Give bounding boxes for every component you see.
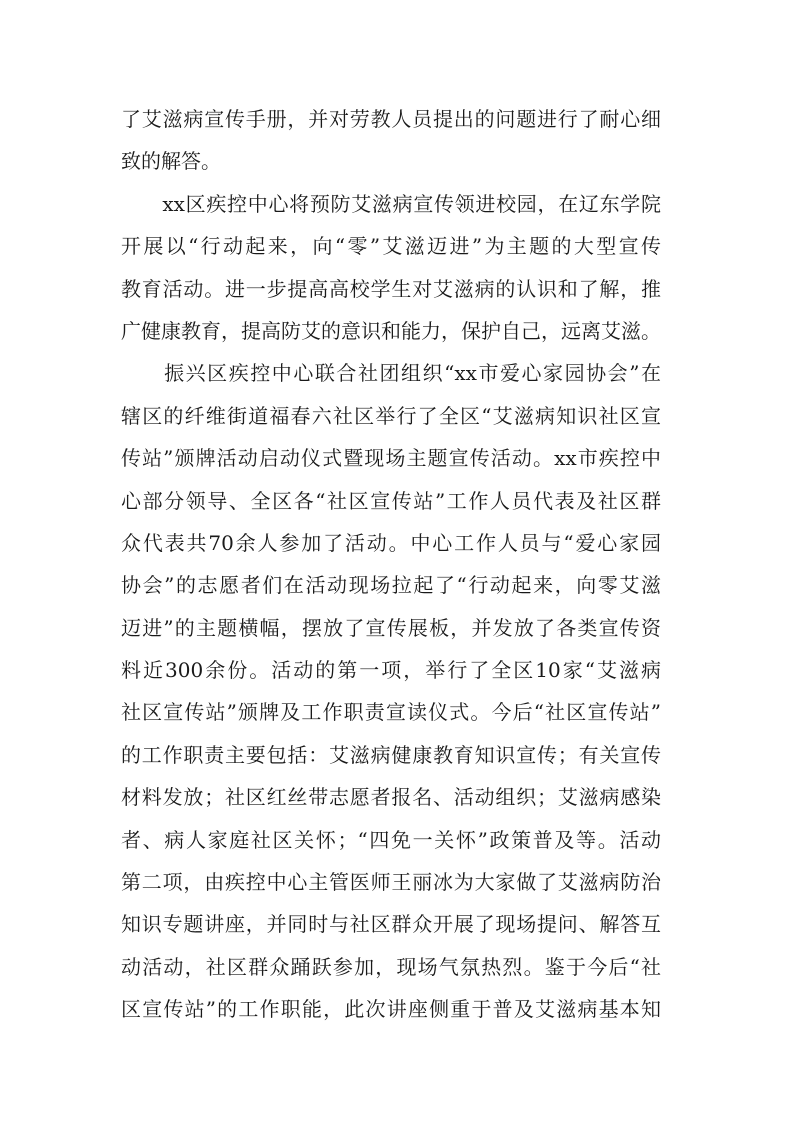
text-line: 材料发放；社区红丝带志愿者报名、活动组织；艾滋病感染 [121, 785, 661, 810]
text-line: xx区疾控中心将预防艾滋病宣传领进校园，在辽东学院 [121, 191, 661, 216]
text-line: 心部分领导、全区各“社区宣传站”工作人员代表及社区群 [121, 488, 661, 513]
text-line: 教育活动。进一步提高高校学生对艾滋病的认识和了解，推 [121, 276, 661, 301]
text-line: 迈进”的主题横幅，摆放了宣传展板，并发放了各类宣传资 [121, 615, 661, 640]
text-line: 开展以“行动起来，向“零”艾滋迈进”为主题的大型宣传 [121, 234, 661, 259]
text-line: 众代表共70余人参加了活动。中心工作人员与“爱心家园 [121, 530, 661, 555]
text-line: 区宣传站”的工作职能，此次讲座侧重于普及艾滋病基本知 [121, 997, 661, 1022]
text-line: 协会”的志愿者们在活动现场拉起了“行动起来，向零艾滋 [121, 573, 661, 598]
text-line: 致的解答。 [121, 149, 221, 174]
text-line: 社区宣传站”颁牌及工作职责宣读仪式。今后“社区宣传站” [121, 700, 661, 725]
text-line: 的工作职责主要包括：艾滋病健康教育知识宣传；有关宣传 [121, 742, 661, 767]
text-line: 广健康教育，提高防艾的意识和能力，保护自己，远离艾滋。 [121, 318, 661, 343]
text-line: 知识专题讲座，并同时与社区群众开展了现场提问、解答互 [121, 912, 661, 937]
paragraph-3 [121, 352, 661, 1030]
text-line: 辖区的纤维街道福春六社区举行了全区“艾滋病知识社区宣 [121, 403, 661, 428]
text-line: 动活动，社区群众踊跃参加，现场气氛热烈。鉴于今后“社 [121, 954, 661, 979]
paragraph-2 [121, 183, 661, 353]
paragraph-1 [121, 98, 661, 183]
document-body [121, 98, 661, 1031]
text-line: 传站”颁牌活动启动仪式暨现场主题宣传活动。xx市疾控中 [121, 446, 661, 471]
text-line: 第二项，由疾控中心主管医师王丽冰为大家做了艾滋病防治 [121, 870, 661, 895]
text-line: 振兴区疾控中心联合社团组织“xx市爱心家园协会”在 [121, 361, 661, 386]
text-line: 者、病人家庭社区关怀；“四免一关怀”政策普及等。活动 [121, 827, 661, 852]
text-line: 了艾滋病宣传手册，并对劳教人员提出的问题进行了耐心细 [121, 107, 661, 131]
text-line: 料近300余份。活动的第一项，举行了全区10家“艾滋病 [121, 658, 661, 683]
